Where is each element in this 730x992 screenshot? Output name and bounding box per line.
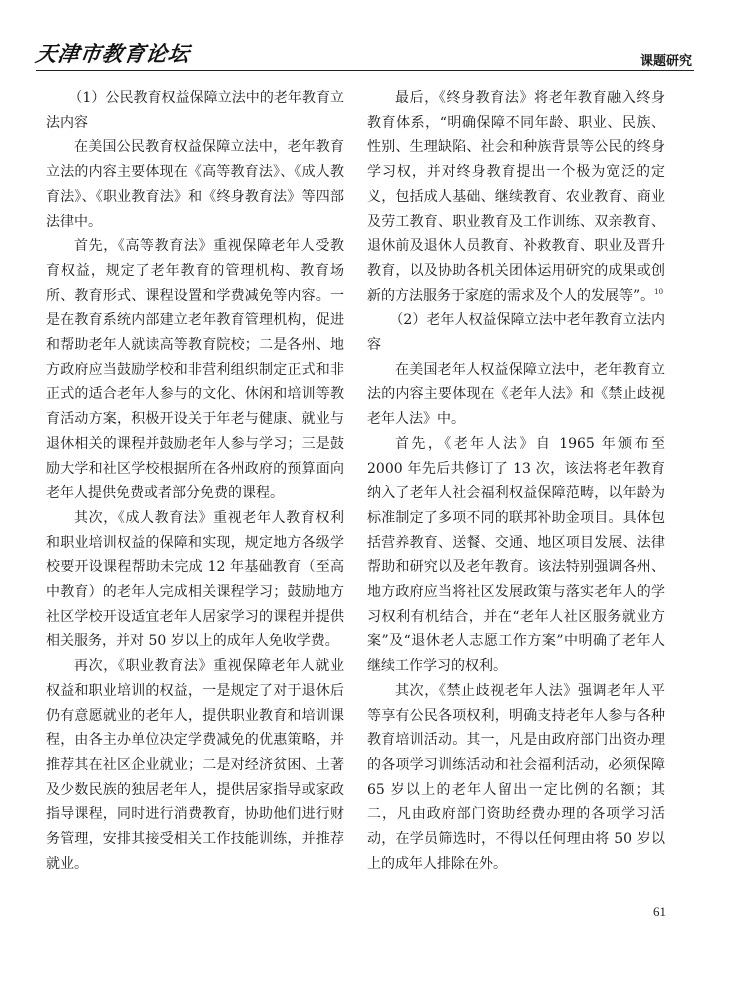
paragraph: 再次，《职业教育法》重视保障老年人就业权益和职业培训的权益，一是规定了对于退休后仍有意愿就业的老年人，提供职业教育和培训课程，由各主办单位决定学费减免的优惠策略，并推荐其在社区企业就业；二是对经济贫困、土著及少数民族的独居老年人，提供居家指导或家政指导课程，同时进行消费教育，协助他们进行财务管理，安排其接受相关工作技能训练，并推荐就业。 (46, 658, 344, 872)
paragraph: 首先，《高等教育法》重视保障老年人受教育权益，规定了老年教育的管理机构、教育场所、教育形式、课程设置和学费减免等内容。一是在教育系统内部建立老年教育管理机构，促进和帮助老年人就读高等教育院校；二是各州、地方政府应当鼓励学校和非营利组织制定正式和非正式的适合老年人参与的文化、休闲和培训等教育活动方案，积极开设关于年老与健康、就业与退休相关的课程并鼓励老年人参与学习；三是鼓励大学和社区学校根据所在各州政府的预算面向老年人提供免费或者部分免费的课程。 (46, 238, 344, 502)
journal-logo: 天津市教育论坛 (34, 41, 192, 66)
footnote-ref: 10 (654, 287, 664, 296)
section-label: 课题研究 (639, 54, 692, 69)
paragraph: 首先，《老年人法》自 1965 年颁布至 2000 年先后共修订了 13 次，该法将老年教育纳入了老年人社会福利权益保障范畴，以年龄为标准制定了多项不同的联邦补助金项目。具体包括营养教育、送餐、交通、地区项目发展、法律帮助和研究以及老年教育。该法特别强调各州、地方政府应当将社区发展政策与落实老年人的学习权利有机结合，并在“老年人社区服务就业方案”及“退休老人志愿工作方案”中明确了老年人继续工作学习的权利。 (367, 435, 665, 675)
right-column (367, 86, 665, 877)
paragraph: 在美国公民教育权益保障立法中，老年教育立法的内容主要体现在《高等教育法》、《成人教育法》、《职业教育法》和《终身教育法》等四部法律中。 (46, 139, 344, 230)
header-rule (36, 70, 694, 71)
page-header (36, 36, 694, 70)
page-number: 61 (653, 904, 666, 919)
paragraph: 在美国老年人权益保障立法中，老年教育立法的内容主要体现在《老年人法》和《禁止歧视老年人法》中。 (367, 361, 665, 428)
paragraph: 最后，《终身教育法》将老年教育融入终身教育体系，“明确保障不同年龄、职业、民族、性别、生理缺陷、社会和种族背景等公民的终身学习权，并对终身教育提出一个极为宽泛的定义，包括成人基础、继续教育、农业教育、商业及劳工教育、职业教育及工作训练、双亲教育、退休前及退休人员教育、补救教育、职业及晋升教育，以及协助各机关团体运用研究的成果或创新的方法服务于家庭的需求及个人的发展等”。$^{10}$ (367, 90, 665, 304)
subheading-elderly-rights-law: （2）老年人权益保障立法中老年教育立法内容 (367, 312, 665, 354)
left-column (46, 86, 344, 877)
subheading-civic-education-law: （1）公民教育权益保障立法中的老年教育立法内容 (46, 90, 344, 131)
paragraph: 其次，《成人教育法》重视老年人教育权利和职业培训权益的保障和实现，规定地方各级学校要开设课程帮助未完成 12 年基础教育（至高中教育）的老年人完成相关课程学习；鼓励地方社区学校开设适宜老年人居家学习的课程并提供相关服务，并对 50 岁以上的成年人免收学费。 (46, 509, 344, 650)
paragraph: 其次，《禁止歧视老年人法》强调老年人平等享有公民各项权利，明确支持老年人参与各种教育培训活动。其一，凡是由政府部门出资办理的各项学习训练活动和社会福利活动，必须保障 65 岁以上的老年人留出一定比例的名额；其二，凡由政府部门资助经费办理的各项学习活动，在学员筛选时，不得以任何理由将 50 岁以上的成年人排除在外。 (367, 682, 665, 872)
